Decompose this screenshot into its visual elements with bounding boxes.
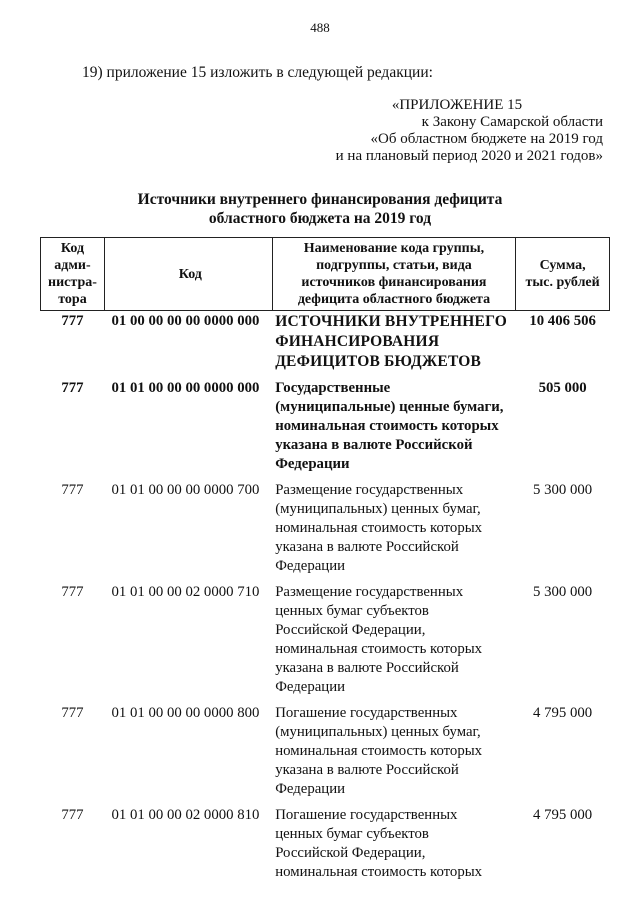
annex-title: «ПРИЛОЖЕНИЕ 15 [391,97,523,113]
cell-name-line: (муниципальные) ценные бумаги, [275,399,504,415]
header-admin-line: Код [60,241,85,256]
header-name [272,238,516,311]
cell-name-line: Российской Федерации, [275,622,426,638]
header-admin-line: тора [58,292,87,307]
table-row [41,703,610,805]
header-code: Код [104,238,272,311]
header-name-line: источников финансирования [301,275,487,290]
cell-name-line: Федерации [275,679,346,695]
amendment-instruction: 19) приложение 15 изложить в следующей редакции: [82,64,433,81]
cell-admin: 777 [61,584,84,600]
cell-name-line: указана в валюте Российской [275,762,459,778]
cell-name-line: ДЕФИЦИТОВ БЮДЖЕТОВ [275,353,482,370]
cell-name-line: Размещение государственных [275,482,464,498]
cell-name-line: (муниципальных) ценных бумаг, [275,724,481,740]
cell-admin: 777 [61,807,84,823]
document-title-line-2: областного бюджета на 2019 год [208,210,432,227]
cell-admin: 777 [61,380,84,396]
cell-sum: 10 406 506 [529,313,596,329]
cell-name-line: указана в валюте Российской [275,437,473,453]
cell-name-line: номинальная стоимость которых [275,418,499,434]
cell-code: 01 01 00 00 02 0000 810 [111,807,260,823]
cell-name-line: ценных бумаг субъектов [275,826,429,842]
cell-sum: 4 795 000 [533,705,593,721]
cell-name-line: ценных бумаг субъектов [275,603,429,619]
header-sum [516,238,610,311]
header-name-line: дефицита областного бюджета [297,292,491,307]
cell-name-line: Погашение государственных [275,705,458,721]
cell-name-line: Федерации [275,456,350,472]
annex-heading [303,97,603,165]
cell-name-line: Российской Федерации, [275,845,426,861]
cell-code: 01 01 00 00 00 0000 800 [111,705,260,721]
cell-name [272,480,516,582]
header-sum-line: тыс. рублей [525,275,600,290]
header-admin-line: нистра- [48,275,97,290]
table-row [41,805,610,888]
table-header-row [41,238,610,311]
cell-sum: 4 795 000 [533,807,593,823]
cell-code: 01 01 00 00 00 0000 000 [111,380,260,396]
cell-name [272,582,516,703]
cell-name-line: (муниципальных) ценных бумаг, [275,501,481,517]
cell-name-line: указана в валюте Российской [275,539,459,555]
cell-name [272,805,516,888]
cell-admin: 777 [61,705,84,721]
cell-name-line: номинальная стоимость которых [275,641,483,657]
annex-line-2: «Об областном бюджете на 2019 год [370,131,603,147]
cell-sum: 5 300 000 [533,584,593,600]
header-name-line: подгруппы, статьи, вида [316,258,472,273]
cell-code: 01 01 00 00 02 0000 710 [111,584,260,600]
cell-name-line: номинальная стоимость которых [275,520,483,536]
cell-sum: 505 000 [538,380,587,396]
cell-name-line: указана в валюте Российской [275,660,459,676]
cell-name-line: Государственные [275,380,391,396]
financing-sources-table [40,237,610,888]
cell-name-line: Федерации [275,558,346,574]
cell-name-line: Размещение государственных [275,584,464,600]
table-row [41,311,610,379]
cell-code: 01 01 00 00 00 0000 700 [111,482,260,498]
cell-name [272,311,516,379]
header-name-line: Наименование кода группы, [303,241,485,256]
cell-code: 01 00 00 00 00 0000 000 [111,313,260,329]
annex-line-3: и на плановый период 2020 и 2021 годов» [335,148,603,164]
document-title [0,190,640,228]
header-admin-code [41,238,105,311]
cell-name [272,378,516,480]
cell-name-line: номинальная стоимость которых [275,743,483,759]
cell-name-line: номинальная стоимость которых [275,864,483,880]
table-row [41,582,610,703]
cell-name-line: ИСТОЧНИКИ ВНУТРЕННЕГО [275,313,507,330]
cell-name-line: ФИНАНСИРОВАНИЯ [275,333,440,350]
cell-name-line: Погашение государственных [275,807,458,823]
table-row [41,480,610,582]
cell-sum: 5 300 000 [533,482,593,498]
cell-admin: 777 [61,482,84,498]
cell-admin: 777 [61,313,84,329]
header-admin-line: адми- [54,258,91,273]
header-sum-line: Сумма, [539,258,586,273]
cell-name-line: Федерации [275,781,346,797]
page-number: 488 [310,20,330,35]
annex-line-1: к Закону Самарской области [421,114,603,130]
document-title-line-1: Источники внутреннего финансирования дефицита [137,191,503,208]
table-row [41,378,610,480]
cell-name [272,703,516,805]
